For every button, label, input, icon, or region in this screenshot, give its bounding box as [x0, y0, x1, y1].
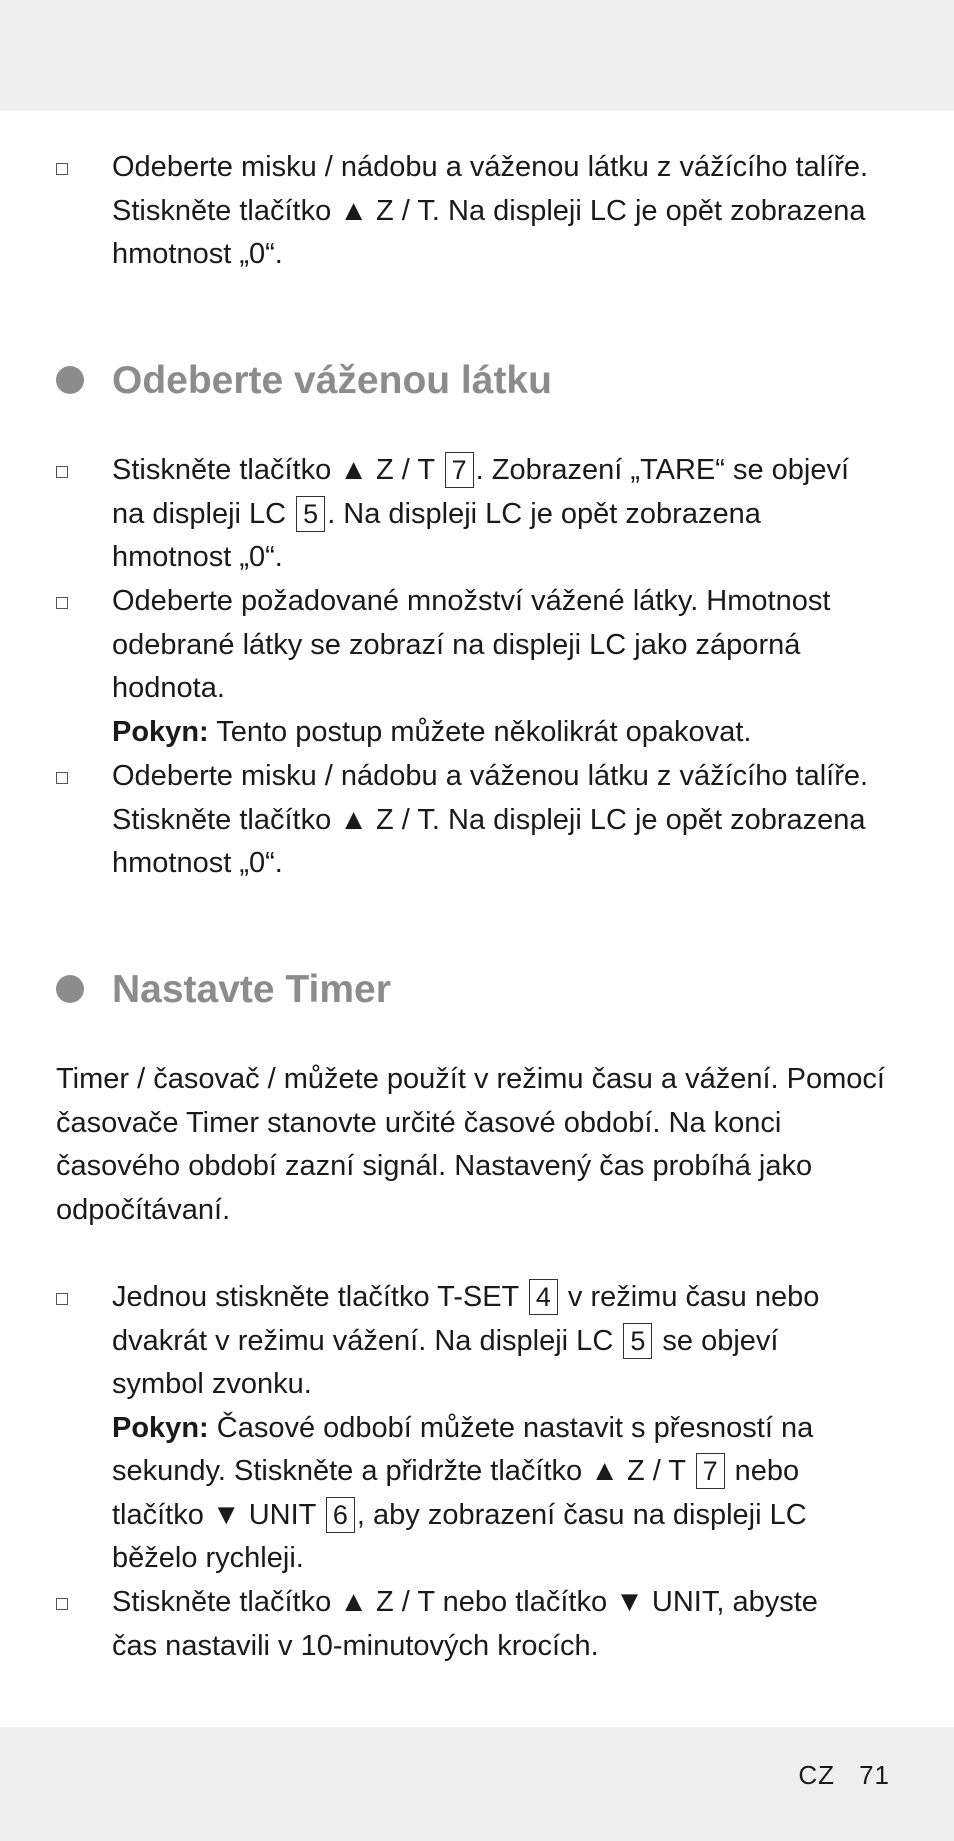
checkbox-bullet-icon [56, 1293, 68, 1305]
section-heading: Odeberte váženou látku [56, 356, 916, 406]
checkbox-bullet-icon [56, 163, 68, 175]
checkbox-bullet-icon [56, 1598, 68, 1610]
section-heading: Nastavte Timer [56, 965, 916, 1015]
header-band [0, 0, 954, 111]
reference-number: 7 [445, 452, 474, 488]
reference-number: 6 [326, 1497, 355, 1533]
page-footer [774, 1760, 890, 1791]
paragraph: Timer / časovač / můžete použít v režimu času a vážení. Pomocí časovače Timer stanovte určité časové období. Na konci časového období zazní signál. Nastavený čas probíhá jako odpočítávaní. [56, 1063, 885, 1226]
list-item: Stiskněte tlačítko ▲ Z / T 7 . Zobrazení „TARE“ se objeví na displeji LC 5 . Na displeji LC je opět zobrazena hmotnost „0“. [112, 449, 902, 580]
list-item: Jednou stiskněte tlačítko T-SET 4 v režimu času nebo dvakrát v režimu vážení. Na displeji LC 5 se objeví symbol zvonku. Pokyn: Časové odbobí můžete nastavit s přesností na sekundy. Stiskněte a přidržte tlačítko ▲ Z / T 7 nebo tlačítko ▼ UNIT 6 , aby zobrazení času na displeji LC běželo rychleji. [112, 1276, 902, 1581]
language-code: CZ [798, 1760, 836, 1790]
note: Pokyn: Časové odbobí můžete nastavit s přesností na [112, 1411, 814, 1444]
reference-number: 4 [529, 1279, 558, 1315]
note: Pokyn: Tento postup můžete několikrát opakovat. [112, 715, 752, 748]
bullet-dot-icon [56, 975, 84, 1003]
checkbox-bullet-icon [56, 772, 68, 784]
page-number: 71 [859, 1760, 890, 1790]
reference-number: 5 [623, 1323, 652, 1359]
checkbox-bullet-icon [56, 597, 68, 609]
reference-number: 7 [696, 1453, 725, 1489]
list-item: Stiskněte tlačítko ▲ Z / T nebo tlačítko ▼ UNIT, abyste čas nastavili v 10-minutových krocích. [112, 1581, 902, 1668]
bullet-dot-icon [56, 366, 84, 394]
reference-number: 5 [296, 496, 325, 532]
list-item: Odeberte misku / nádobu a váženou látku z vážícího talíře. Stiskněte tlačítko ▲ Z / T. Na displeji LC je opět zobrazena hmotnost „0“. [112, 755, 902, 886]
checkbox-bullet-icon [56, 466, 68, 478]
list-item: Odeberte misku / nádobu a váženou látku z vážícího talíře. Stiskněte tlačítko ▲ Z / T. Na displeji LC je opět zobrazena hmotnost „0“. [112, 146, 902, 277]
list-item: Odeberte požadované množství vážené látky. Hmotnost odebrané látky se zobrazí na displeji LC jako záporná hodnota. Pokyn: Tento postup můžete několikrát opakovat. [112, 580, 902, 754]
